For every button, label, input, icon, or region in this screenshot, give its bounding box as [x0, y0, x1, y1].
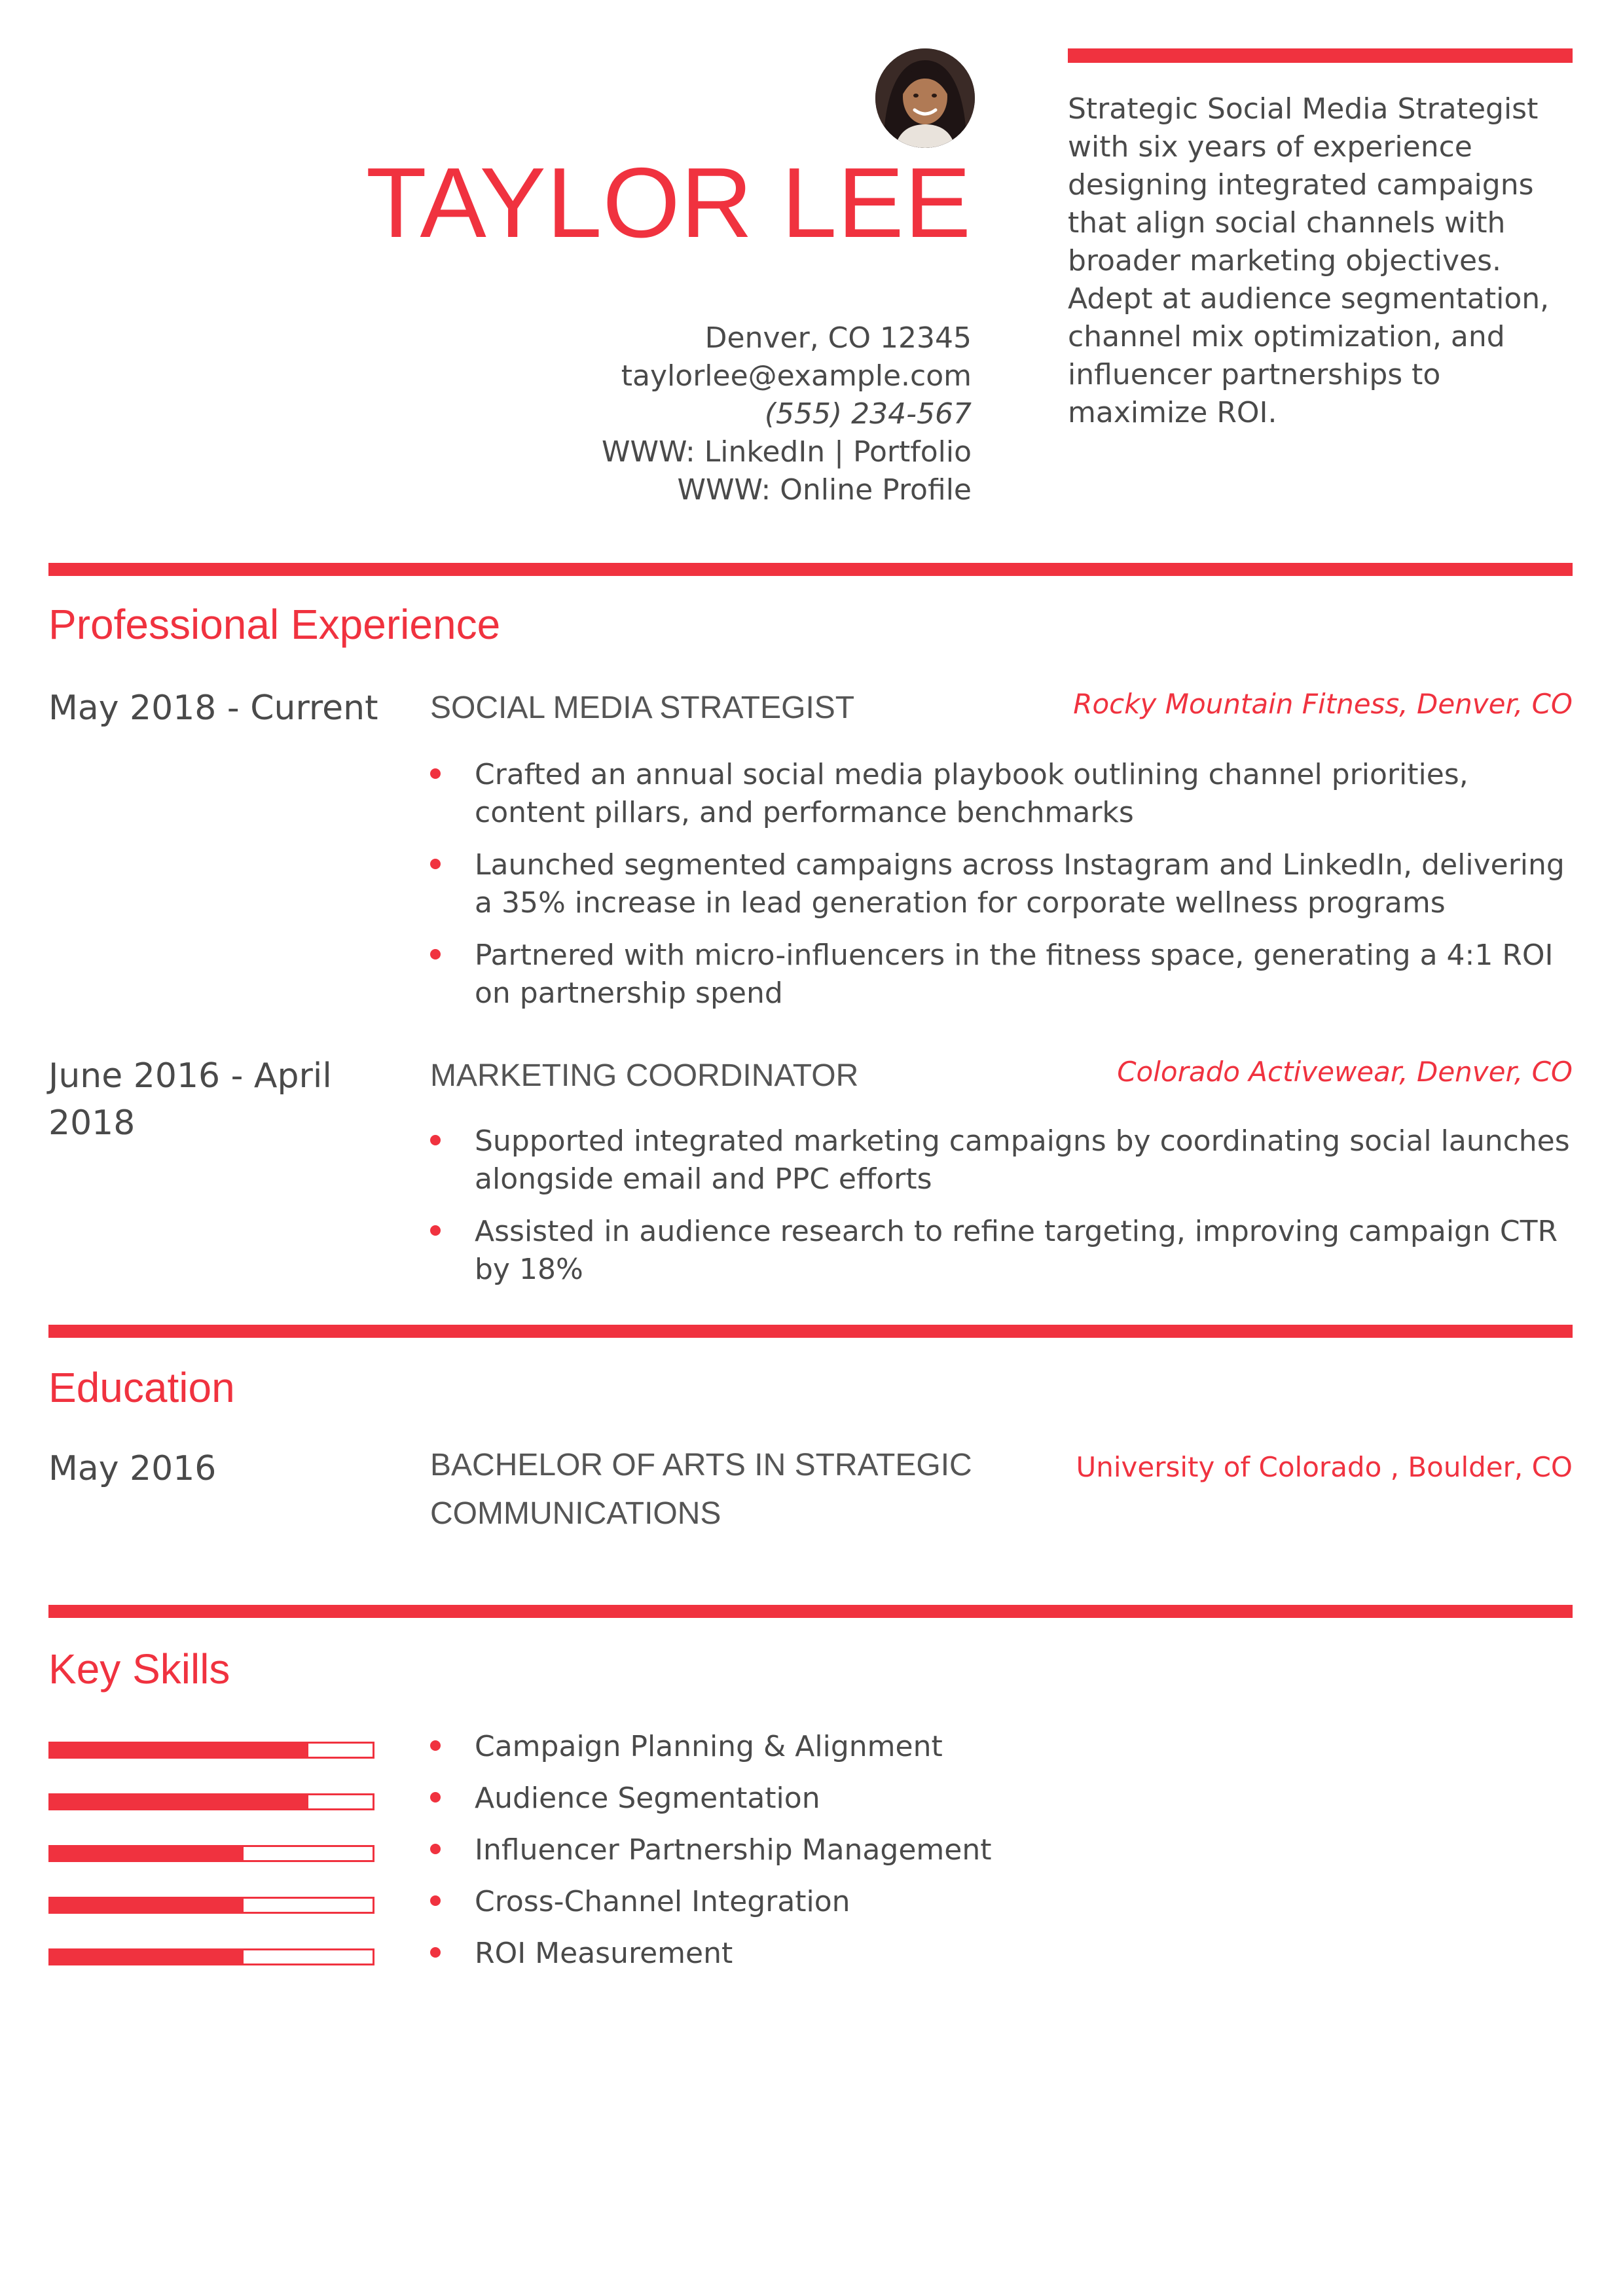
- job-date: June 2016 - April 2018: [48, 1056, 332, 1143]
- list-item: Supported integrated marketing campaigns by coordinating social launches alongside email and PPC efforts: [430, 1122, 1573, 1198]
- contact-info: [602, 319, 972, 509]
- list-item: Influencer Partnership Management: [430, 1831, 1573, 1883]
- list-item: Assisted in audience research to refine targeting, improving campaign CTR by 18%: [430, 1213, 1573, 1289]
- list-item: Crafted an annual social media playbook outlining channel priorities, content pillars, and performance benchmarks: [430, 756, 1573, 832]
- skill-level-bar: [48, 1742, 374, 1759]
- job-title: SOCIAL MEDIA STRATEGIST: [430, 691, 855, 725]
- candidate-name: TAYLOR LEE: [365, 147, 972, 259]
- education-date: May 2016: [48, 1449, 217, 1488]
- skill-level-fill: [50, 1950, 244, 1964]
- bullet-icon: [430, 768, 441, 779]
- list-item: ROI Measurement: [430, 1935, 1573, 1986]
- job-date: May 2018 - Current: [48, 689, 378, 728]
- online-profile-link[interactable]: WWW: Online Profile: [677, 473, 972, 507]
- skill-level-bar: [48, 1793, 374, 1810]
- section-title-skills: Key Skills: [48, 1645, 230, 1693]
- bullet-icon: [430, 1844, 441, 1854]
- skill-level-bar: [48, 1897, 374, 1914]
- section-divider: [48, 1325, 1573, 1338]
- bullet-icon: [430, 1947, 441, 1958]
- school: University of Colorado , Boulder, CO: [1076, 1451, 1573, 1483]
- section-divider: [48, 1605, 1573, 1618]
- degree: BACHELOR OF ARTS IN STRATEGIC COMMUNICATIONS: [430, 1448, 972, 1531]
- bullet-icon: [430, 1895, 441, 1906]
- avatar: [875, 48, 975, 148]
- skills-list: [430, 1728, 1573, 1986]
- bullet-icon: [430, 859, 441, 869]
- job-bullets: [430, 756, 1573, 1027]
- section-title-education: Education: [48, 1364, 235, 1411]
- bullet-icon: [430, 1792, 441, 1803]
- bullet-icon: [430, 1225, 441, 1236]
- list-item: Cross-Channel Integration: [430, 1883, 1573, 1935]
- address: Denver, CO 12345: [704, 321, 972, 355]
- section-title-experience: Professional Experience: [48, 601, 501, 648]
- list-item: Launched segmented campaigns across Instagram and LinkedIn, delivering a 35% increase in lead generation for corporate wellness programs: [430, 846, 1573, 922]
- job-bullets: [430, 1122, 1573, 1303]
- summary-divider: [1068, 48, 1573, 63]
- list-item: Campaign Planning & Alignment: [430, 1728, 1573, 1780]
- company: Colorado Activewear, Denver, CO: [1117, 1056, 1573, 1088]
- summary: Strategic Social Media Strategist with six years of experience designing integrated campaigns that align social channels with broader marketing objectives. Adept at audience segmentation, channel mix optimization, and influencer partnerships to maximize ROI.: [1068, 92, 1550, 429]
- skill-level-bar: [48, 1948, 374, 1965]
- bullet-icon: [430, 1740, 441, 1751]
- bullet-icon: [430, 1135, 441, 1145]
- skill-level-fill: [50, 1899, 244, 1912]
- profile-photo-icon: [875, 48, 975, 148]
- section-divider: [48, 563, 1573, 576]
- skill-level-bar: [48, 1845, 374, 1862]
- company: Rocky Mountain Fitness, Denver, CO: [1073, 688, 1573, 720]
- skill-level-fill: [50, 1847, 244, 1860]
- skill-level-fill: [50, 1795, 308, 1808]
- links[interactable]: WWW: LinkedIn | Portfolio: [602, 435, 972, 469]
- skill-level-fill: [50, 1744, 308, 1757]
- phone: (555) 234-567: [764, 397, 972, 431]
- list-item: Audience Segmentation: [430, 1780, 1573, 1831]
- list-item: Partnered with micro-influencers in the fitness space, generating a 4:1 ROI on partnership spend: [430, 937, 1573, 1013]
- job-title: MARKETING COORDINATOR: [430, 1058, 859, 1093]
- bullet-icon: [430, 949, 441, 960]
- email-link[interactable]: taylorlee@example.com: [621, 359, 972, 393]
